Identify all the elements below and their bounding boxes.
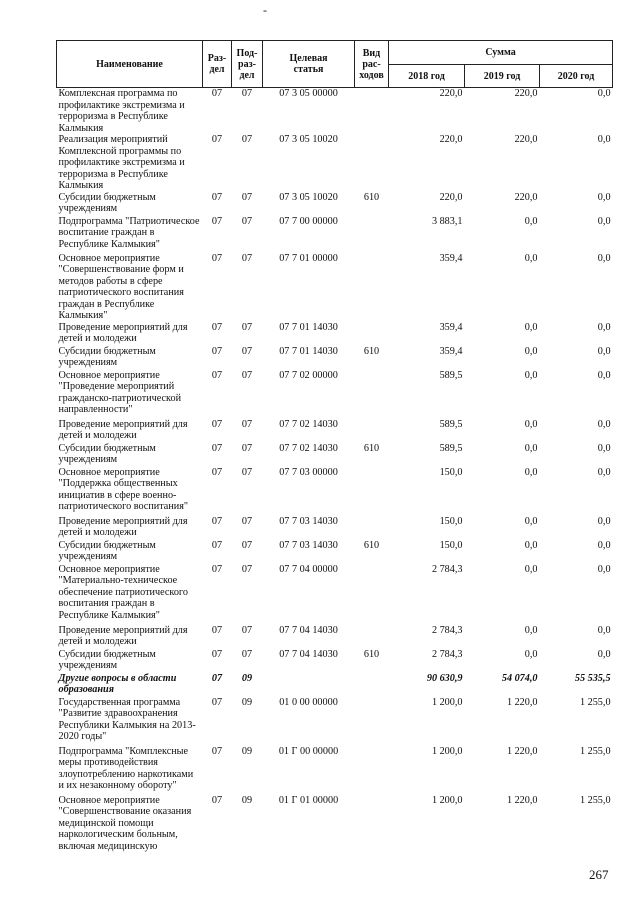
header-sum: Сумма xyxy=(389,41,613,65)
row-subsection: 09 xyxy=(241,745,253,757)
row-subsection: 09 xyxy=(241,672,253,684)
row-sum-2019: 0,0 xyxy=(524,466,538,478)
row-subsection: 07 xyxy=(241,515,253,527)
row-section: 07 xyxy=(211,466,223,478)
row-sum-2018: 589,5 xyxy=(439,442,463,454)
row-name: Основное мероприятие "Проведение мероприятий гражданско-патриотической направленности" xyxy=(58,369,182,415)
row-target-code: 07 7 00 00000 xyxy=(279,215,338,227)
row-sum-2018: 90 630,9 xyxy=(426,672,463,684)
row-section: 07 xyxy=(211,563,223,575)
row-subsection: 09 xyxy=(241,794,253,806)
row-expense-type xyxy=(355,134,389,192)
row-sum-2018: 220,0 xyxy=(439,88,463,99)
row-name: Другие вопросы в области образования xyxy=(58,672,177,695)
row-sum-2020: 0,0 xyxy=(597,624,611,636)
row-expense-type xyxy=(355,673,389,697)
row-section: 07 xyxy=(211,418,223,430)
row-name: Субсидии бюджетным учреждениям xyxy=(58,539,156,562)
row-sum-2018: 359,4 xyxy=(439,252,463,264)
table-row xyxy=(57,649,613,673)
row-subsection: 07 xyxy=(241,134,253,145)
row-section: 07 xyxy=(211,321,223,333)
table-row xyxy=(57,216,613,253)
header-section xyxy=(203,41,232,88)
budget-table xyxy=(56,40,613,856)
row-sum-2019: 220,0 xyxy=(514,134,538,145)
row-sum-2019: 0,0 xyxy=(524,418,538,430)
row-sum-2020: 0,0 xyxy=(597,321,611,333)
page-number: 267 xyxy=(589,867,609,882)
row-target-code: 07 7 01 14030 xyxy=(279,345,338,357)
table-row xyxy=(57,253,613,322)
row-sum-2019: 0,0 xyxy=(524,515,538,527)
row-expense-type: 610 xyxy=(363,539,380,551)
row-sum-2020: 0,0 xyxy=(597,515,611,527)
table-row xyxy=(57,192,613,216)
row-subsection: 07 xyxy=(241,539,253,551)
row-sum-2018: 220,0 xyxy=(439,134,463,145)
row-section: 07 xyxy=(211,88,223,99)
row-sum-2018: 2 784,3 xyxy=(431,648,463,660)
row-sum-2019: 0,0 xyxy=(524,369,538,381)
row-sum-2020: 0,0 xyxy=(597,88,611,99)
row-subsection: 07 xyxy=(241,418,253,430)
row-sum-2020: 0,0 xyxy=(597,442,611,454)
table-row xyxy=(57,370,613,419)
row-section: 07 xyxy=(211,696,223,708)
row-expense-type xyxy=(355,419,389,443)
row-name: Подпрограмма "Патриотическое воспитание граждан в Республике Калмыкия" xyxy=(58,215,200,250)
row-sum-2019: 0,0 xyxy=(524,539,538,551)
header-expense-text: Вид рас- ходов xyxy=(359,47,384,81)
row-sum-2020: 0,0 xyxy=(597,418,611,430)
row-section: 07 xyxy=(211,369,223,381)
row-sum-2020: 0,0 xyxy=(597,252,611,264)
row-name: Субсидии бюджетным учреждениям xyxy=(58,191,156,214)
row-sum-2018: 1 200,0 xyxy=(431,745,463,757)
row-section: 07 xyxy=(211,215,223,227)
row-sum-2019: 0,0 xyxy=(524,215,538,227)
table-row xyxy=(57,516,613,540)
row-section: 07 xyxy=(211,191,223,203)
row-section: 07 xyxy=(211,345,223,357)
row-sum-2019: 220,0 xyxy=(514,88,538,99)
row-expense-type xyxy=(355,697,389,746)
row-target-code: 01 0 00 00000 xyxy=(279,696,338,708)
row-name: Проведение мероприятий для детей и молодежи xyxy=(58,321,188,344)
row-sum-2020: 0,0 xyxy=(597,563,611,575)
table-row xyxy=(57,419,613,443)
row-sum-2019: 0,0 xyxy=(524,442,538,454)
row-expense-type xyxy=(355,216,389,253)
row-sum-2020: 0,0 xyxy=(597,539,611,551)
row-name: Государственная программа "Развитие здравоохранения Республики Калмыкия на 2013-2020 годы" xyxy=(58,696,196,742)
row-section: 07 xyxy=(211,745,223,757)
row-sum-2019: 1 220,0 xyxy=(506,696,538,708)
row-sum-2019: 0,0 xyxy=(524,648,538,660)
row-sum-2019: 0,0 xyxy=(524,321,538,333)
table-row xyxy=(57,346,613,370)
row-target-code: 07 7 01 14030 xyxy=(279,321,338,333)
row-sum-2020: 55 535,5 xyxy=(574,672,611,684)
row-target-code: 07 7 04 14030 xyxy=(279,648,338,660)
row-sum-2019: 0,0 xyxy=(524,563,538,575)
row-expense-type: 610 xyxy=(363,191,380,203)
table-row xyxy=(57,746,613,795)
top-dash-mark: - xyxy=(263,3,267,17)
row-sum-2020: 0,0 xyxy=(597,466,611,478)
row-sum-2018: 1 200,0 xyxy=(431,696,463,708)
row-expense-type xyxy=(355,625,389,649)
header-name: Наименование xyxy=(57,41,203,88)
row-sum-2018: 150,0 xyxy=(439,539,463,551)
header-target xyxy=(263,41,355,88)
row-target-code: 07 3 05 10020 xyxy=(279,191,338,203)
row-sum-2019: 0,0 xyxy=(524,252,538,264)
row-name: Субсидии бюджетным учреждениям xyxy=(58,345,156,368)
row-sum-2020: 0,0 xyxy=(597,134,611,145)
row-subsection: 07 xyxy=(241,88,253,99)
row-sum-2019: 0,0 xyxy=(524,624,538,636)
table-row xyxy=(57,673,613,697)
table-row xyxy=(57,540,613,564)
header-expense xyxy=(355,41,389,88)
header-2020: 2020 год xyxy=(540,65,613,88)
row-subsection: 07 xyxy=(241,345,253,357)
row-sum-2018: 150,0 xyxy=(439,515,463,527)
row-target-code: 07 7 04 14030 xyxy=(279,624,338,636)
table-row xyxy=(57,625,613,649)
row-sum-2019: 220,0 xyxy=(514,191,538,203)
table-row xyxy=(57,795,613,856)
row-target-code: 01 Г 00 00000 xyxy=(278,745,339,757)
row-section: 07 xyxy=(211,442,223,454)
row-sum-2020: 1 255,0 xyxy=(579,745,611,757)
row-sum-2018: 589,5 xyxy=(439,418,463,430)
row-sum-2020: 1 255,0 xyxy=(579,696,611,708)
table-row xyxy=(57,467,613,516)
row-expense-type xyxy=(355,322,389,346)
row-expense-type xyxy=(355,467,389,516)
row-expense-type xyxy=(355,370,389,419)
row-target-code: 07 7 03 14030 xyxy=(279,515,338,527)
row-section: 07 xyxy=(211,134,223,145)
row-sum-2020: 1 255,0 xyxy=(579,794,611,806)
row-sum-2019: 1 220,0 xyxy=(506,745,538,757)
row-subsection: 07 xyxy=(241,442,253,454)
row-sum-2018: 3 883,1 xyxy=(431,215,463,227)
table-row xyxy=(57,697,613,746)
row-target-code: 07 7 03 14030 xyxy=(279,539,338,551)
row-sum-2018: 220,0 xyxy=(439,191,463,203)
row-expense-type xyxy=(355,746,389,795)
row-name: Основное мероприятие "Поддержка общественных инициатив в сфере военно-патриотического воспитания" xyxy=(58,466,189,512)
row-section: 07 xyxy=(211,672,223,684)
row-target-code: 07 3 05 00000 xyxy=(279,88,338,99)
row-expense-type: 610 xyxy=(363,345,380,357)
row-name: Реализация мероприятий Комплексной программы по профилактике экстремизма и терроризма в Республике Калмыкия xyxy=(58,134,185,191)
row-section: 07 xyxy=(211,648,223,660)
row-name: Комплексная программа по профилактике экстремизма и терроризма в Республике Калмыкия xyxy=(58,88,185,134)
row-name: Подпрограмма "Комплексные меры противодействия злоупотреблению наркотиками и их незаконному обороту" xyxy=(58,745,194,791)
row-expense-type xyxy=(355,253,389,322)
row-section: 07 xyxy=(211,794,223,806)
row-expense-type xyxy=(355,795,389,856)
row-sum-2018: 359,4 xyxy=(439,345,463,357)
row-target-code xyxy=(263,673,355,697)
row-target-code: 07 7 02 14030 xyxy=(279,418,338,430)
header-2019: 2019 год xyxy=(465,65,540,88)
row-subsection: 07 xyxy=(241,252,253,264)
row-sum-2018: 1 200,0 xyxy=(431,794,463,806)
row-subsection: 09 xyxy=(241,696,253,708)
row-sum-2019: 0,0 xyxy=(524,345,538,357)
table-row xyxy=(57,322,613,346)
row-expense-type xyxy=(355,564,389,625)
row-sum-2020: 0,0 xyxy=(597,648,611,660)
table-body xyxy=(57,88,613,856)
row-target-code: 01 Г 01 00000 xyxy=(278,794,339,806)
row-subsection: 07 xyxy=(241,563,253,575)
row-name: Проведение мероприятий для детей и молодежи xyxy=(58,418,188,441)
row-target-code: 07 3 05 10020 xyxy=(279,134,338,145)
row-target-code: 07 7 02 00000 xyxy=(279,369,338,381)
row-section: 07 xyxy=(211,252,223,264)
row-expense-type: 610 xyxy=(363,648,380,660)
row-sum-2018: 2 784,3 xyxy=(431,624,463,636)
row-target-code: 07 7 01 00000 xyxy=(279,252,338,264)
row-sum-2020: 0,0 xyxy=(597,191,611,203)
row-subsection: 07 xyxy=(241,624,253,636)
header-subsection xyxy=(232,41,263,88)
row-section: 07 xyxy=(211,624,223,636)
row-sum-2019: 1 220,0 xyxy=(506,794,538,806)
header-target-text: Целевая статья xyxy=(289,53,328,75)
row-subsection: 07 xyxy=(241,321,253,333)
header-subsection-text: Под- раз- дел xyxy=(236,47,258,81)
row-subsection: 07 xyxy=(241,648,253,660)
row-name: Основное мероприятие "Совершенствование оказания медицинской помощи наркологическим больным, включая медицинскую xyxy=(58,794,192,852)
row-name: Основное мероприятие "Совершенствование форм и методов работы в сфере патриотического воспитания граждан в Республике Калмыкия" xyxy=(58,252,184,321)
row-name: Основное мероприятие "Материально-техническое обеспечение патриотического воспитания граждан в Республике Калмыкия" xyxy=(58,563,188,621)
table-row xyxy=(57,564,613,625)
table-row xyxy=(57,443,613,467)
row-sum-2018: 589,5 xyxy=(439,369,463,381)
row-sum-2020: 0,0 xyxy=(597,345,611,357)
row-expense-type: 610 xyxy=(363,442,380,454)
row-sum-2018: 2 784,3 xyxy=(431,563,463,575)
row-name: Субсидии бюджетным учреждениям xyxy=(58,442,156,465)
row-section: 07 xyxy=(211,515,223,527)
row-sum-2018: 359,4 xyxy=(439,321,463,333)
row-name: Проведение мероприятий для детей и молодежи xyxy=(58,515,188,538)
table-row xyxy=(57,134,613,192)
row-section: 07 xyxy=(211,539,223,551)
row-sum-2020: 0,0 xyxy=(597,369,611,381)
row-expense-type xyxy=(355,88,389,135)
header-section-text: Раз- дел xyxy=(207,53,227,75)
row-subsection: 07 xyxy=(241,466,253,478)
row-name: Субсидии бюджетным учреждениям xyxy=(58,648,156,671)
row-target-code: 07 7 04 00000 xyxy=(279,563,338,575)
row-target-code: 07 7 03 00000 xyxy=(279,466,338,478)
row-sum-2018: 150,0 xyxy=(439,466,463,478)
row-target-code: 07 7 02 14030 xyxy=(279,442,338,454)
row-subsection: 07 xyxy=(241,215,253,227)
row-subsection: 07 xyxy=(241,369,253,381)
row-expense-type xyxy=(355,516,389,540)
row-sum-2019: 54 074,0 xyxy=(501,672,538,684)
header-2018: 2018 год xyxy=(389,65,465,88)
row-subsection: 07 xyxy=(241,191,253,203)
table-row xyxy=(57,88,613,135)
row-sum-2020: 0,0 xyxy=(597,215,611,227)
row-name: Проведение мероприятий для детей и молодежи xyxy=(58,624,188,647)
